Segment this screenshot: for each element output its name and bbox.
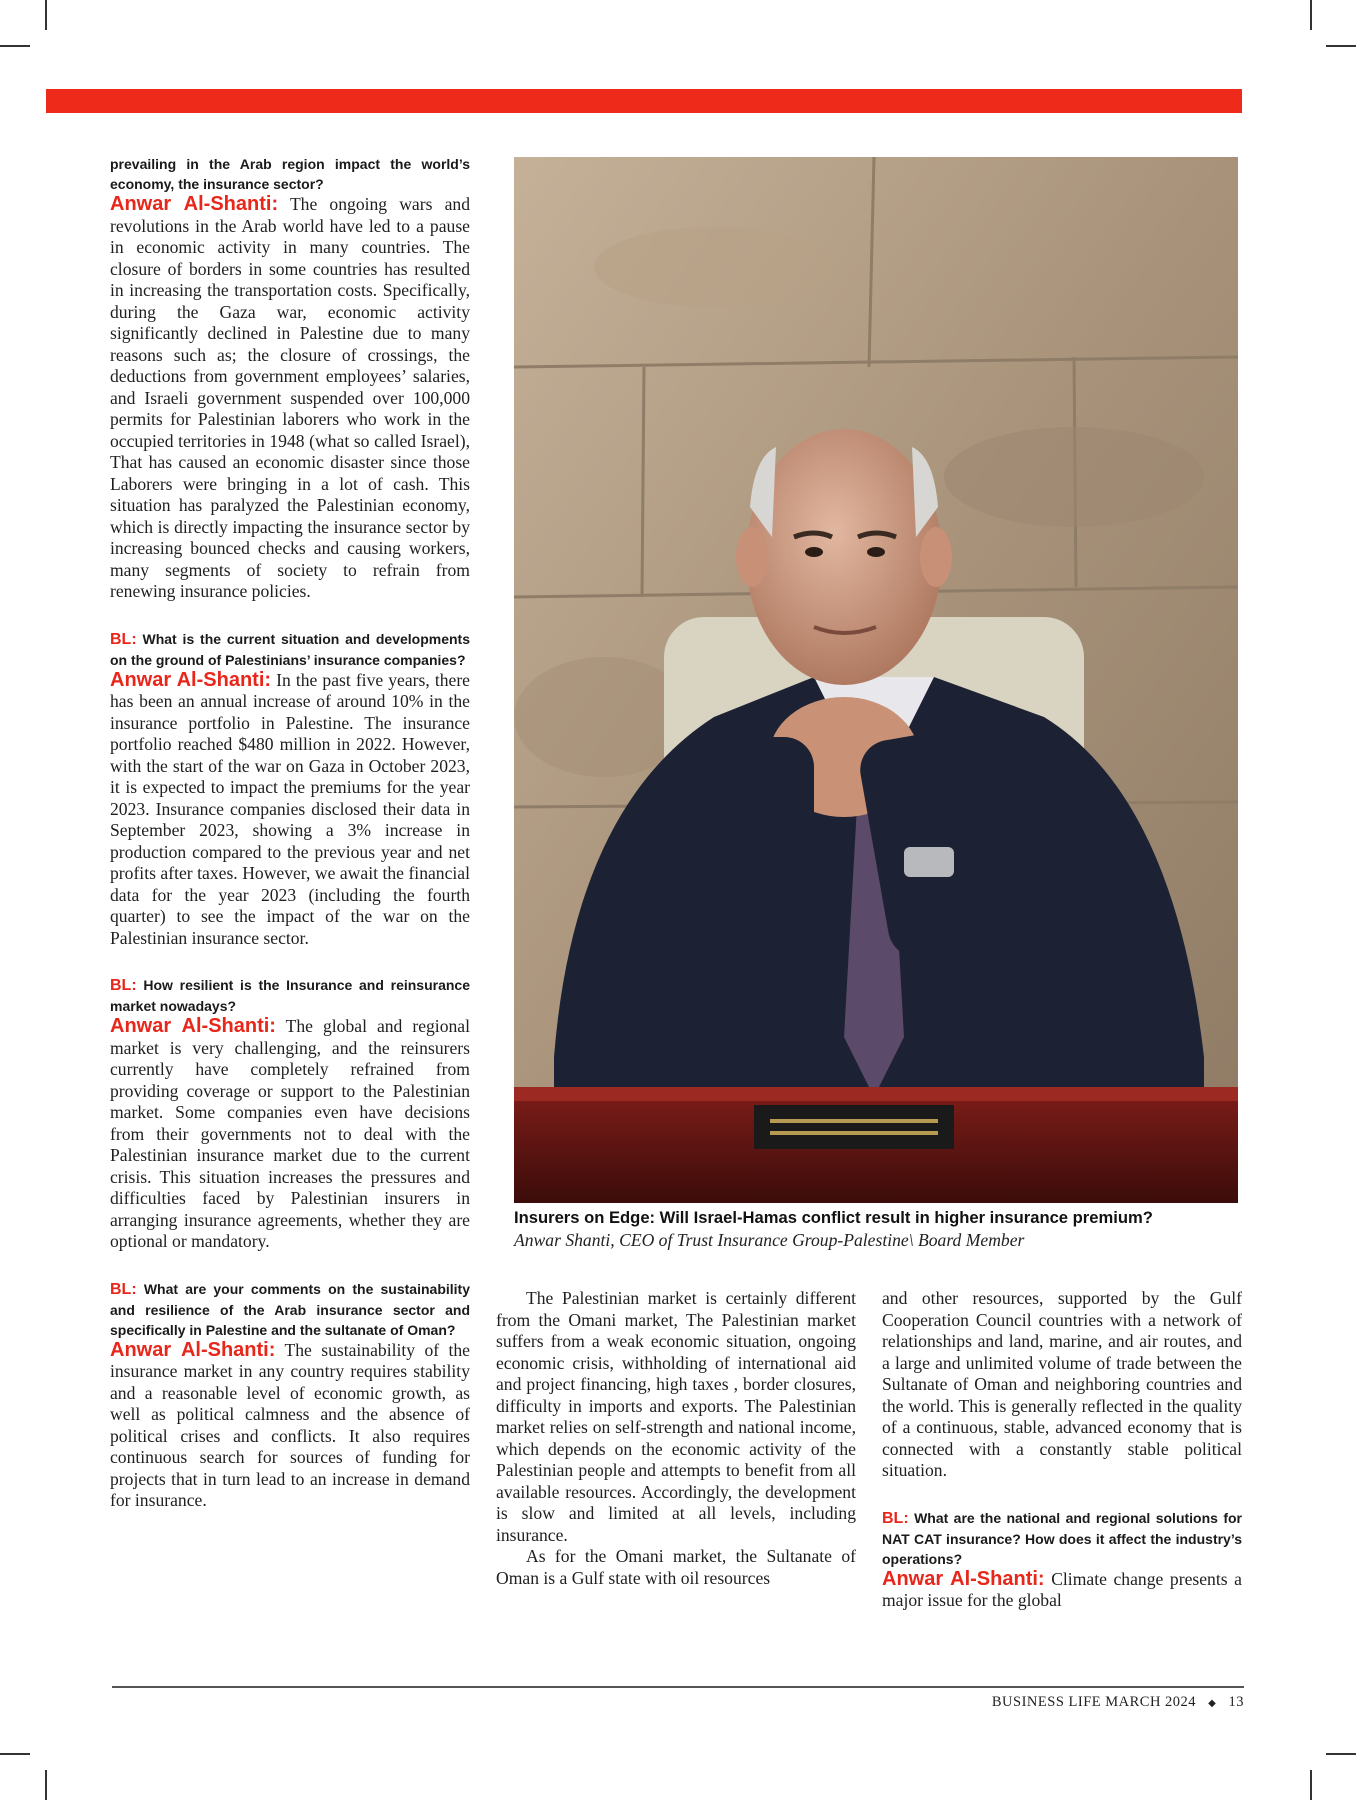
- answer-paragraph: [882, 1569, 1242, 1612]
- speaker-name: Anwar Al-Shanti:: [110, 1338, 276, 1361]
- body-paragraph: The Palestinian market is certainly different from the Omani market, The Palestinian market suffers from a weak economic situation, ongoing economic crisis, withholding of international aid and project financing, high taxes , border closures, difficulty in imports and exports. The Palestinian market relies on self-strength and national income, which depends on the economic activity of the Palestinian people and attempts to benefit from all available resources. Accordingly, the development is slow and limited at all levels, including insurance.: [496, 1288, 856, 1545]
- article-column-3: [882, 1288, 1242, 1612]
- answer-text: The sustainability of the insurance market in any country requires stability and a reasonable level of economic growth, as well as political calmness and the absence of political crises and conflicts. It also requires continuous search for sources of funding for projects that in turn lead to an increase in demand for insurance.: [110, 1339, 470, 1510]
- crop-mark: [45, 0, 47, 30]
- question-continuation: prevailing in the Arab region impact the world’s economy, the insurance sector?: [110, 156, 470, 192]
- photo-caption-credit: Anwar Shanti, CEO of Trust Insurance Group-Palestine\ Board Member: [514, 1230, 1025, 1250]
- crop-mark: [1326, 1753, 1356, 1755]
- crop-mark: [1310, 0, 1312, 30]
- answer-paragraph: [110, 1340, 470, 1512]
- article-column-1: [110, 154, 470, 1512]
- answer-text: Climate change presents a major issue for the global: [882, 1568, 1242, 1610]
- page-number: 13: [1228, 1694, 1244, 1710]
- crop-mark: [0, 45, 30, 47]
- answer-text: The global and regional market is very challenging, and the reinsurers currently have completely refrained from providing coverage or support to the Palestinian market. Some companies even have decisions from their governments not to deal with the Palestinian insurance market due to the current crisis. This situation increases the pressures and difficulties faced by Palestinian insurers in arranging insurance agreements, whether they are optional or mandatory.: [110, 1016, 470, 1251]
- footer-separator-icon: ◆: [1208, 1698, 1217, 1709]
- publication-name: BUSINESS LIFE MARCH 2024: [991, 1694, 1197, 1710]
- answer-paragraph: [110, 194, 470, 603]
- question-label: BL:: [110, 630, 137, 648]
- answer-paragraph: [110, 1016, 470, 1253]
- question-text: What is the current situation and developments on the ground of Palestinians’ insurance companies?: [110, 630, 470, 668]
- speaker-name: Anwar Al-Shanti:: [110, 668, 272, 691]
- body-paragraph: As for the Omani market, the Sultanate of Oman is a Gulf state with oil resources: [496, 1546, 856, 1588]
- crop-mark: [45, 1770, 47, 1800]
- header-accent-bar: [46, 89, 1242, 113]
- question: [110, 629, 470, 670]
- question-text: What are your comments on the sustainability and resilience of the Arab insurance sector and specifically in Palestine and the sultanate of Oman?: [110, 1280, 470, 1338]
- page-footer: [992, 1694, 1244, 1711]
- speaker-name: Anwar Al-Shanti:: [110, 1015, 276, 1037]
- footer-rule: [112, 1686, 1244, 1688]
- crop-mark: [1326, 45, 1356, 47]
- question: [110, 1279, 470, 1340]
- body-paragraph: and other resources, supported by the Gulf Cooperation Council countries with a network of relationships and land, marine, and air routes, and a large and unlimited volume of trade between the Sultanate of Oman and neighboring countries and the world. This is generally reflected in the quality of a continuous, stable, advanced economy that is connected with a constantly stable political situation.: [882, 1288, 1242, 1480]
- answer-text: The ongoing wars and revolutions in the Arab world have led to a pause in economic activity in many countries. The closure of borders in some countries has resulted in increasing the transportation costs. Specifically, during the Gaza war, economic activity significantly declined in Palestine due to many reasons such as; the closure of crossings, the deductions from government employees’ salaries, and Israeli government suspended over 100,000 permits for Palestinian laborers who work in the occupied territories in 1948 (what so called Israel), That has caused an economic disaster since those Laborers were bringing in a lot of cash. This situation has paralyzed the Palestinian economy, which is directly impacting the insurance sector by increasing bounced checks and causing workers, many segments of society to refrain from renewing insurance policies.: [110, 194, 470, 601]
- speaker-name: Anwar Al-Shanti:: [110, 193, 279, 215]
- photo-caption-title: Insurers on Edge: Will Israel-Hamas conflict result in higher insurance premium?: [514, 1208, 1153, 1227]
- answer-paragraph: [110, 670, 470, 950]
- question-text: How resilient is the Insurance and reinsurance market nowadays?: [110, 977, 470, 1014]
- crop-mark: [1310, 1770, 1312, 1800]
- question-label: BL:: [110, 977, 137, 994]
- question-text: What are the national and regional solutions for NAT CAT insurance? How does it affect the industry’s operations?: [882, 1509, 1243, 1567]
- question-label: BL:: [882, 1509, 909, 1527]
- question: [110, 975, 470, 1016]
- crop-mark: [0, 1753, 30, 1755]
- question-label: BL:: [110, 1280, 137, 1298]
- answer-text: In the past five years, there has been an annual increase of around 10% in the insurance portfolio in Palestine. The insurance portfolio reached $480 million in 2022. However, with the start of the war on Gaza in October 2023, it is expected to impact the premiums for the year 2023. Insurance companies disclosed their data in September 2023, showing a 3% increase in production compared to the previous year and net profits after taxes. However, we await the financial data for the year 2023 (including the fourth quarter) to see the impact of the war on the Palestinian insurance sector.: [110, 669, 470, 948]
- speaker-name: Anwar Al-Shanti:: [882, 1567, 1045, 1590]
- article-column-2: [496, 1288, 856, 1589]
- portrait-photo: [514, 157, 1238, 1203]
- portrait-illustration: [514, 157, 1238, 1203]
- question: [882, 1508, 1242, 1569]
